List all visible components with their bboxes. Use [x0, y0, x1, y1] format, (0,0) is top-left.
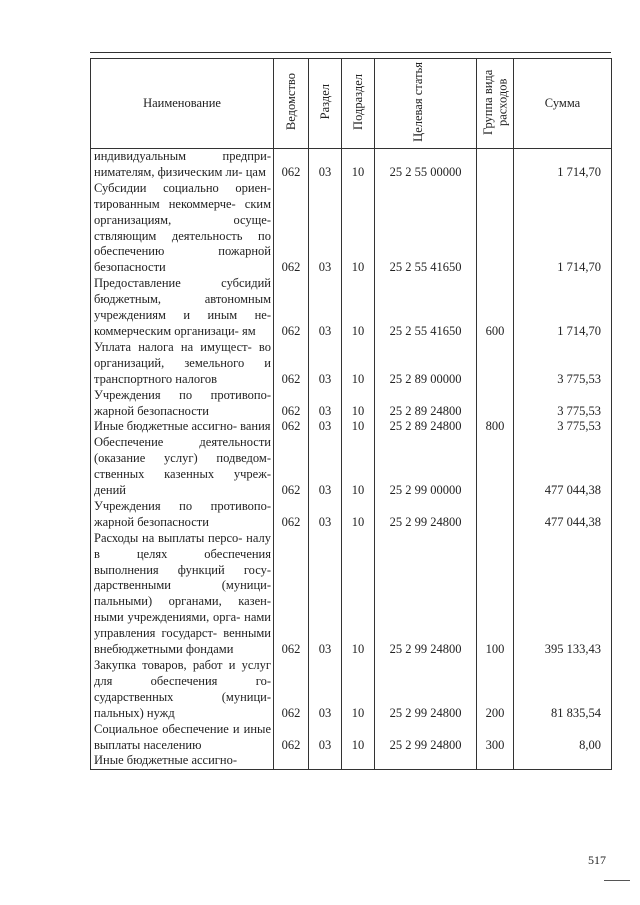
cell-target: 25 2 99 24800 — [375, 531, 477, 658]
cell-section: 03 — [309, 149, 342, 181]
cell-exp-group: 200 — [477, 658, 514, 722]
cell-target: 25 2 55 00000 — [375, 149, 477, 181]
header-name: Наименование — [91, 59, 274, 149]
table-row — [91, 181, 612, 276]
header-exp-group: Группа вида расходов — [477, 59, 514, 149]
cell-exp-group: 800 — [477, 419, 514, 435]
cell-target: 25 2 55 41650 — [375, 181, 477, 276]
header-target: Целевая статья — [375, 59, 477, 149]
cell-subsection — [342, 753, 375, 769]
cell-section: 03 — [309, 531, 342, 658]
cell-sum: 477 044,38 — [514, 499, 612, 531]
cell-name: Уплата налога на имущест- во организаций, земельного и транспортного налогов — [91, 340, 274, 388]
cell-sum: 1 714,70 — [514, 181, 612, 276]
cell-name: Учреждения по противопо- жарной безопасности — [91, 388, 274, 420]
cell-subsection: 10 — [342, 276, 375, 340]
cell-section: 03 — [309, 181, 342, 276]
page-number: 517 — [588, 853, 606, 867]
header-section: Раздел — [309, 59, 342, 149]
cell-dept: 062 — [274, 340, 309, 388]
cell-target: 25 2 99 24800 — [375, 658, 477, 722]
cell-target: 25 2 89 24800 — [375, 419, 477, 435]
cell-exp-group — [477, 435, 514, 499]
cell-sum: 395 133,43 — [514, 531, 612, 658]
cell-sum: 8,00 — [514, 722, 612, 754]
table-header-row — [91, 59, 612, 149]
cell-sum: 1 714,70 — [514, 149, 612, 181]
cell-name: индивидуальным предпри- нимателям, физическим ли- цам — [91, 149, 274, 181]
cell-name: Закупка товаров, работ и услуг для обеспечения го- сударственных (муници- пальных) нужд — [91, 658, 274, 722]
cell-name: Расходы на выплаты персо- налу в целях обеспечения выполнения функций госу- дарственными (муници- пальными) органами, казен- ными учреждениями, орга- нами управления государст- венными внебюджетными фондами — [91, 531, 274, 658]
cell-subsection: 10 — [342, 531, 375, 658]
cell-exp-group — [477, 340, 514, 388]
cell-sum: 81 835,54 — [514, 658, 612, 722]
table-row — [91, 499, 612, 531]
table-row — [91, 388, 612, 420]
cell-sum: 3 775,53 — [514, 419, 612, 435]
table-row — [91, 753, 612, 769]
cell-target: 25 2 99 24800 — [375, 499, 477, 531]
cell-name: Обеспечение деятельности (оказание услуг) подведом- ственных казенных учреж- дений — [91, 435, 274, 499]
cell-target: 25 2 89 24800 — [375, 388, 477, 420]
cell-subsection: 10 — [342, 722, 375, 754]
cell-subsection: 10 — [342, 419, 375, 435]
cell-exp-group: 100 — [477, 531, 514, 658]
cell-dept: 062 — [274, 499, 309, 531]
cell-section: 03 — [309, 388, 342, 420]
cell-target: 25 2 55 41650 — [375, 276, 477, 340]
cell-dept: 062 — [274, 388, 309, 420]
cell-target: 25 2 99 24800 — [375, 722, 477, 754]
cell-dept: 062 — [274, 149, 309, 181]
header-subsection: Подраздел — [342, 59, 375, 149]
cell-name: Субсидии социально ориен- тированным некоммерче- ским организациям, осуще- ствляющим деятельность по обеспечению пожарной безопасности — [91, 181, 274, 276]
header-dept: Ведомство — [274, 59, 309, 149]
cell-sum — [514, 753, 612, 769]
cell-section: 03 — [309, 722, 342, 754]
cell-exp-group — [477, 499, 514, 531]
table-row — [91, 276, 612, 340]
cell-subsection: 10 — [342, 499, 375, 531]
cell-dept: 062 — [274, 658, 309, 722]
cell-name: Учреждения по противопо- жарной безопасности — [91, 499, 274, 531]
table-row — [91, 722, 612, 754]
table-row — [91, 419, 612, 435]
header-sum: Сумма — [514, 59, 612, 149]
cell-subsection: 10 — [342, 388, 375, 420]
cell-sum: 3 775,53 — [514, 340, 612, 388]
cell-sum: 477 044,38 — [514, 435, 612, 499]
cell-name: Иные бюджетные ассигно- вания — [91, 419, 274, 435]
cell-section: 03 — [309, 435, 342, 499]
cell-section: 03 — [309, 340, 342, 388]
cell-sum: 1 714,70 — [514, 276, 612, 340]
cell-name: Социальное обеспечение и иные выплаты населению — [91, 722, 274, 754]
cell-subsection: 10 — [342, 149, 375, 181]
cell-dept: 062 — [274, 531, 309, 658]
cell-exp-group — [477, 753, 514, 769]
table-row — [91, 149, 612, 181]
cell-section: 03 — [309, 658, 342, 722]
cell-exp-group — [477, 149, 514, 181]
cell-dept: 062 — [274, 419, 309, 435]
cell-name: Иные бюджетные ассигно- — [91, 753, 274, 769]
cell-subsection: 10 — [342, 340, 375, 388]
cell-dept: 062 — [274, 276, 309, 340]
top-rule — [90, 52, 611, 53]
cell-exp-group — [477, 388, 514, 420]
cell-sum: 3 775,53 — [514, 388, 612, 420]
cell-dept: 062 — [274, 435, 309, 499]
cell-section: 03 — [309, 276, 342, 340]
cell-dept — [274, 753, 309, 769]
corner-mark — [604, 880, 630, 881]
cell-name: Предоставление субсидий бюджетным, автономным учреждениям и иным не- коммерческим организаци- ям — [91, 276, 274, 340]
table-body — [91, 149, 612, 770]
cell-exp-group: 600 — [477, 276, 514, 340]
table-row — [91, 340, 612, 388]
cell-section — [309, 753, 342, 769]
cell-subsection: 10 — [342, 658, 375, 722]
table-row — [91, 435, 612, 499]
cell-section: 03 — [309, 419, 342, 435]
cell-exp-group — [477, 181, 514, 276]
cell-subsection: 10 — [342, 181, 375, 276]
budget-table — [90, 58, 612, 770]
cell-exp-group: 300 — [477, 722, 514, 754]
cell-dept: 062 — [274, 181, 309, 276]
cell-target: 25 2 99 00000 — [375, 435, 477, 499]
cell-dept: 062 — [274, 722, 309, 754]
cell-target: 25 2 89 00000 — [375, 340, 477, 388]
cell-section: 03 — [309, 499, 342, 531]
cell-target — [375, 753, 477, 769]
cell-subsection: 10 — [342, 435, 375, 499]
table-row — [91, 658, 612, 722]
table-row — [91, 531, 612, 658]
